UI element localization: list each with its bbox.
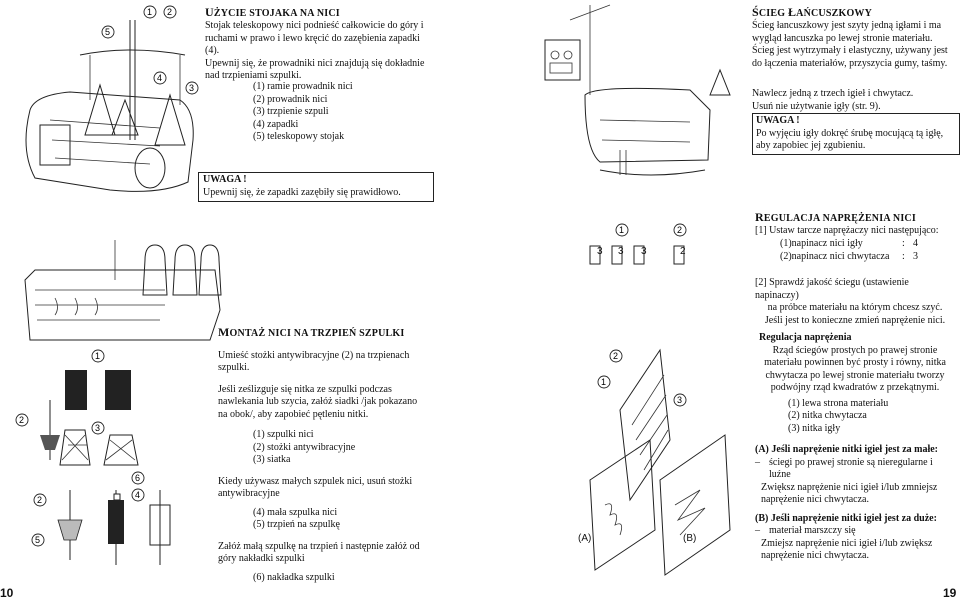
- list-item: – materiał marszczy się: [755, 525, 955, 538]
- warning-title: UWAGA !: [203, 174, 247, 185]
- list-item: (5) trzpień na szpulkę: [253, 519, 340, 530]
- section-title: REGULACJA NAPRĘŻENIA NICI: [755, 210, 916, 224]
- figure-label-a: (A): [578, 533, 592, 544]
- paragraph: Jeśli jest to konieczne zmień naprężenie nici.: [764, 314, 946, 326]
- tension-dial-values: [580, 246, 710, 262]
- dial-value: 3: [618, 246, 624, 257]
- svg-text:3: 3: [95, 423, 101, 433]
- section-thread-tension: [755, 210, 955, 238]
- svg-text:1: 1: [619, 225, 625, 235]
- page-number-right: 19: [943, 586, 957, 600]
- list-item: (2) prowadnik nici: [253, 93, 328, 105]
- paragraph: Zwiększ naprężenie nici igieł i/lub zmniejsz naprężenie nici chwytacza.: [761, 481, 938, 505]
- dial-value: 3: [597, 246, 603, 257]
- list-item: (1) lewa strona materiału: [788, 397, 889, 409]
- tension-sep: :: [902, 251, 905, 262]
- tension-value: 3: [913, 251, 918, 262]
- spools-machine-illustration: [15, 240, 225, 350]
- paragraph: Jeśli ześlizguje się nitka ze szpulki podczas nawlekania lub szycia, załóż siadki /jak pokazano na obok/, aby zapobieć pętleniu nitki.: [218, 383, 418, 420]
- warning-box: [752, 113, 960, 155]
- list-item: (2) stożki antywibracyjne: [253, 441, 356, 453]
- tension-check-step: [755, 277, 955, 327]
- subsection-title: (A) Jeśli naprężenie nitki igieł jest za małe:: [755, 444, 939, 455]
- paragraph: Ścieg jest wytrzymały i elastyczny, używany jest do łączenia materiałów, przyszycia gumy, taśmy.: [752, 45, 948, 69]
- section-tension-adjustment: [755, 332, 955, 563]
- section-title: Regulacja naprężenia: [759, 332, 852, 343]
- paragraph: Upewnij się, że prowadniki nici znajdują się dokładnie nad trzpieniami szpulki.: [205, 57, 425, 81]
- tension-label: (1)napinacz nici igły: [780, 238, 863, 249]
- tension-settings: [780, 238, 955, 264]
- paragraph: Ścieg łancuszkowy jest szyty jedną igłami i ma wygląd łancuszka po lewej stronie materiału.: [752, 20, 942, 44]
- list-item: (2) nitka chwytacza: [788, 410, 867, 421]
- paragraph: na próbce materiału na którym chcesz szyć.: [767, 302, 943, 313]
- list-item: (3) siatka: [253, 454, 291, 465]
- svg-text:5: 5: [35, 535, 41, 545]
- paragraph: [1] Ustaw tarcze naprężaczy nici następująco:: [755, 225, 939, 236]
- svg-text:4: 4: [135, 490, 141, 500]
- list-item: – ściegi po prawej stronie są nieregularne i luźne: [755, 457, 955, 482]
- svg-text:6: 6: [135, 473, 141, 483]
- list-item: (4) zapadki: [253, 118, 299, 130]
- dial-value: 3: [641, 246, 647, 257]
- paragraph: Zmiejsz naprężenie nici igieł i/lub zwiększ naprężenie nici chwytacza.: [761, 537, 933, 561]
- tension-value: 4: [913, 238, 918, 249]
- svg-text:3: 3: [189, 83, 195, 93]
- thread-spools-illustration: [10, 340, 200, 590]
- svg-text:2: 2: [37, 495, 43, 505]
- svg-text:1: 1: [95, 351, 101, 361]
- bullet-list: [755, 525, 955, 538]
- section-title: UŻYCIE STOJAKA NA NICI: [205, 5, 340, 19]
- svg-text:2: 2: [677, 225, 683, 235]
- svg-text:2: 2: [167, 7, 173, 17]
- warning-text: Po wyjęciu igły dokręć śrubę mocującą tą igłę, aby zapobiec jej zgubieniu.: [756, 127, 944, 151]
- warning-title: UWAGA !: [756, 115, 800, 126]
- dial-value: 2: [680, 246, 686, 257]
- svg-text:4: 4: [157, 73, 163, 83]
- svg-text:1: 1: [147, 7, 153, 17]
- paragraph: Rząd ściegów prostych po prawej stronie materiału powinnen być prosty i równy, nitka chwytacza po lewej stronie materiału tworzy podwójny rząd kwadratów z przekątnymi.: [764, 344, 946, 393]
- tension-dials-illustration: [580, 220, 710, 270]
- svg-text:1: 1: [601, 377, 607, 387]
- list-item: (1) ramie prowadnik nici: [253, 81, 353, 92]
- parts-list: [253, 81, 423, 144]
- subsection-title: (B) Jeśli naprężenie nitki igieł jest za duże:: [755, 512, 937, 524]
- svg-text:5: 5: [105, 27, 111, 37]
- list-item: (6) nakładka szpulki: [253, 571, 335, 583]
- list-item: (3) trzpienie szpuli: [253, 106, 329, 117]
- paragraph: Kiedy używasz małych szpulek nici, usuń stożki antywibracyjne: [218, 475, 413, 499]
- bullet-list: [755, 457, 955, 482]
- thread-stand-illustration: [10, 0, 210, 200]
- list-item: (1) szpulki nici: [253, 429, 314, 440]
- paragraph: Załóż małą szpulkę na trzpień i następnie załóż od góry nakładki szpulki: [218, 540, 420, 564]
- section-title: MONTAŻ NICI NA TRZPIEŃ SZPULKI: [218, 325, 405, 339]
- section-title: ŚCIEG ŁAŃCUSZKOWY: [752, 5, 873, 19]
- svg-text:3: 3: [677, 395, 683, 405]
- paragraph: Nawlecz jedną z trzech igieł i chwytacz.: [752, 88, 914, 99]
- svg-text:2: 2: [613, 351, 619, 361]
- tension-label: (2)napinacz nici chwytacza: [780, 251, 890, 262]
- paragraph: Stojak teleskopowy nici podnieść całkowicie do góry i ruchami w prawo i lewo kręcić do zazębienia zapadki (4).: [205, 20, 424, 56]
- tension-sep: :: [902, 238, 905, 249]
- tension-row: [780, 238, 955, 251]
- paragraph: [2] Sprawdź jakość ściegu (ustawienie napinaczy): [755, 277, 909, 301]
- list-item: (3) nitka igły: [788, 422, 841, 434]
- list-item: (4) mała szpulka nici: [253, 506, 338, 518]
- chain-stitch-illustration: [540, 0, 750, 200]
- page-number-left: 10: [0, 586, 14, 600]
- warning-box: [198, 172, 434, 202]
- paragraph: Usuń nie użytwanie igły (str. 9).: [752, 100, 881, 112]
- warning-text: Upewnij się, że zapadki zazębiły się prawidłowo.: [203, 186, 401, 198]
- list-item: (5) teleskopowy stojak: [253, 131, 345, 142]
- tension-row: [780, 251, 955, 264]
- section-thread-stand: [205, 5, 430, 83]
- section-spool-mounting: [218, 326, 428, 584]
- section-chain-stitch: [752, 5, 957, 70]
- paragraph: Umieść stożki antywibracyjne (2) na trzpienach szpulki.: [218, 349, 410, 373]
- figure-label-b: (B): [683, 533, 697, 544]
- svg-text:2: 2: [19, 415, 25, 425]
- section-chain-stitch-steps: [752, 88, 957, 113]
